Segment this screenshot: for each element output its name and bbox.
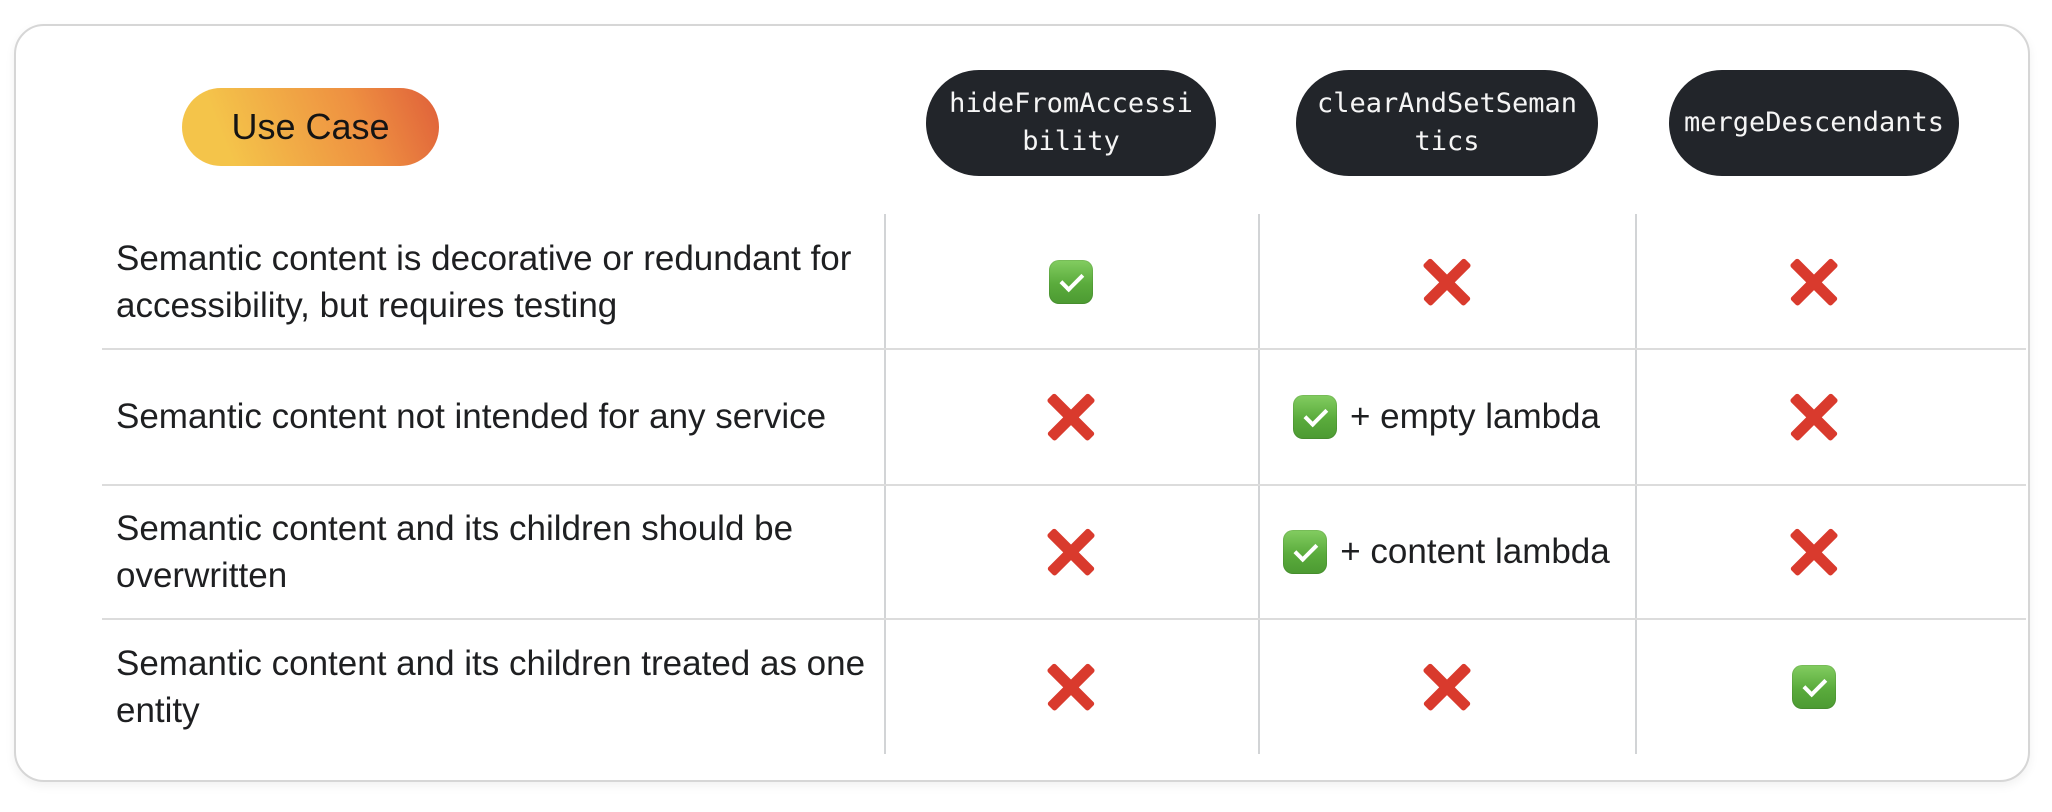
- table-row: [16, 619, 2032, 754]
- use-case-cell: [16, 349, 884, 484]
- result-cell: [884, 619, 1258, 754]
- check-icon: [1293, 395, 1337, 439]
- check-icon: [1049, 260, 1093, 304]
- column-header-label: clearAndSetSemantics: [1316, 88, 1578, 157]
- use-case-cell: [16, 484, 884, 619]
- result-cell: [884, 214, 1258, 349]
- result-cell: [1258, 214, 1635, 349]
- cell-annotation-text: + empty lambda: [1350, 396, 1600, 436]
- column-header-label: mergeDescendants: [1683, 107, 1945, 138]
- result-cell: [1258, 349, 1635, 484]
- cross-icon: [1047, 393, 1095, 441]
- cross-icon: [1047, 663, 1095, 711]
- use-case-text: Semantic content not intended for any service: [116, 397, 827, 436]
- use-case-text: Semantic content and its children should be overwritten: [116, 508, 794, 595]
- cross-icon: [1790, 528, 1838, 576]
- check-icon: [1792, 665, 1836, 709]
- result-cell: [1635, 214, 1993, 349]
- cell-annotation-text: + content lambda: [1340, 531, 1610, 571]
- comparison-table-card: [14, 24, 2030, 782]
- result-cell: [1258, 619, 1635, 754]
- use-case-text: Semantic content is decorative or redundant for accessibility, but requires testing: [116, 238, 852, 325]
- use-case-header-pill: [182, 88, 439, 166]
- use-case-cell: [16, 619, 884, 754]
- column-header-hidefromaccessibility: [926, 70, 1216, 176]
- column-header-label: hideFromAccessibility: [949, 88, 1193, 157]
- cross-icon: [1423, 663, 1471, 711]
- table-row: [16, 484, 2032, 619]
- result-cell: [884, 349, 1258, 484]
- use-case-text: Semantic content and its children treated as one entity: [116, 643, 866, 730]
- check-icon: [1283, 530, 1327, 574]
- cross-icon: [1790, 258, 1838, 306]
- use-case-header-label: Use Case: [231, 106, 390, 147]
- column-header-clearandsetsemantics: [1296, 70, 1598, 176]
- result-cell: [1635, 349, 1993, 484]
- table-row: [16, 214, 2032, 349]
- cross-icon: [1047, 528, 1095, 576]
- result-cell: [1635, 619, 1993, 754]
- result-cell: [884, 484, 1258, 619]
- cross-icon: [1790, 393, 1838, 441]
- table-body: [16, 214, 2032, 754]
- use-case-cell: [16, 214, 884, 349]
- table-row: [16, 349, 2032, 484]
- column-header-mergedescendants: [1669, 70, 1959, 176]
- cross-icon: [1423, 258, 1471, 306]
- result-cell: [1635, 484, 1993, 619]
- result-cell: [1258, 484, 1635, 619]
